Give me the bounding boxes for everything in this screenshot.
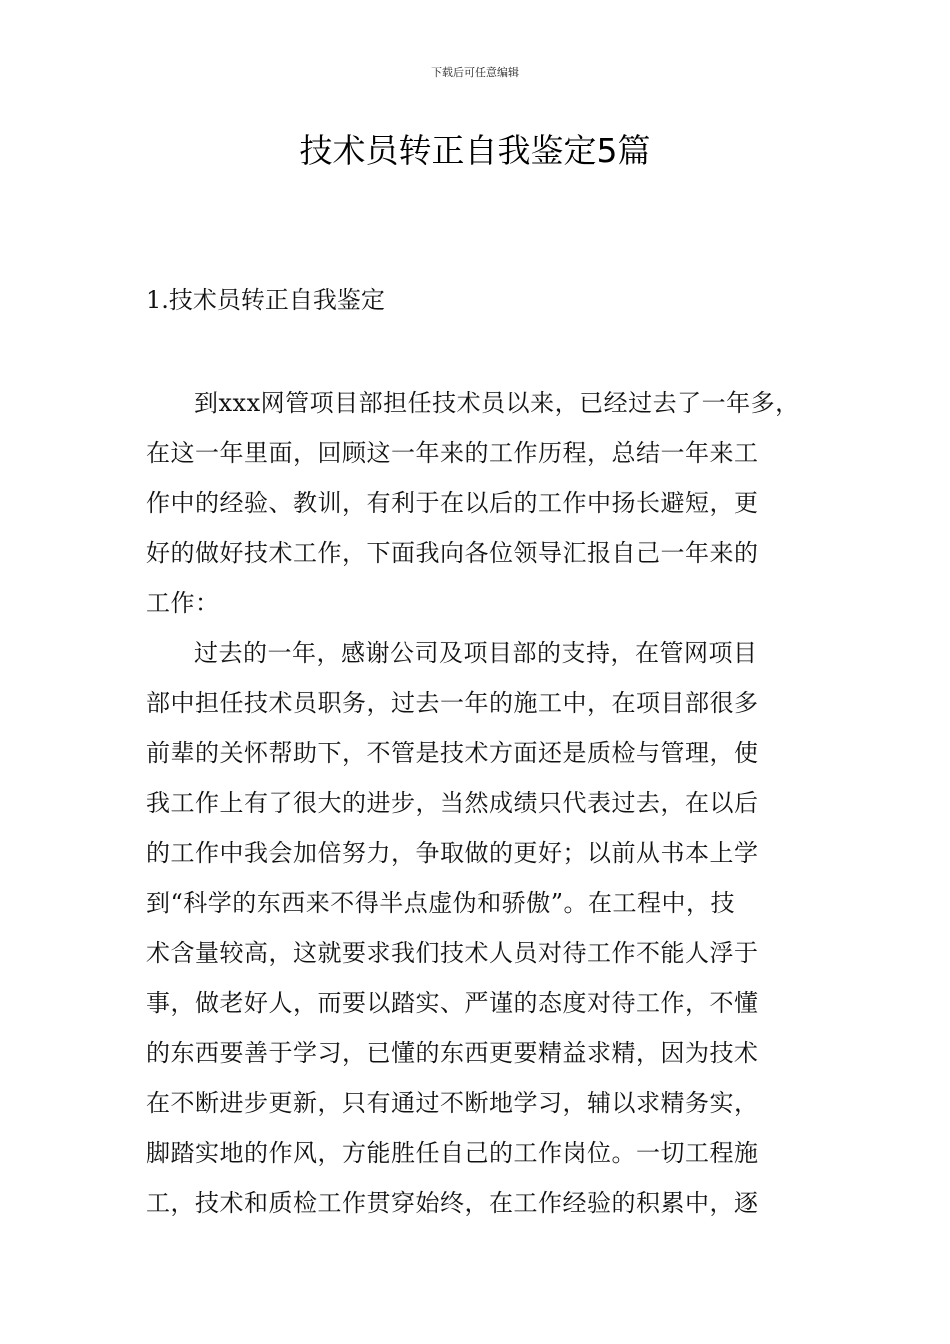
paragraph-line: 工作： xyxy=(146,589,220,617)
paragraph-line: 到xxx网管项目部担任技术员以来，已经过去了一年多， xyxy=(194,389,800,417)
paragraph-line: 过去的一年，感谢公司及项目部的支持，在管网项目 xyxy=(194,639,758,667)
header-note: 下载后可任意编辑 xyxy=(431,66,519,79)
paragraph-line: 到“科学的东西来不得半点虚伪和骄傲”。在工程中，技 xyxy=(146,889,736,917)
body-text xyxy=(146,378,814,1228)
paragraph-line: 在这一年里面，回顾这一年来的工作历程，总结一年来工 xyxy=(146,439,759,467)
paragraph-line: 事，做老好人，而要以踏实、严谨的态度对待工作，不懂 xyxy=(146,989,759,1017)
paragraph-line: 前辈的关怀帮助下，不管是技术方面还是质检与管理，使 xyxy=(146,739,759,767)
paragraph-line: 我工作上有了很大的进步，当然成绩只代表过去，在以后 xyxy=(146,789,759,817)
paragraph-1 xyxy=(146,378,814,628)
paragraph-line: 作中的经验、教训，有利于在以后的工作中扬长避短，更 xyxy=(146,489,759,517)
paragraph-line: 术含量较高，这就要求我们技术人员对待工作不能人浮于 xyxy=(146,939,759,967)
paragraph-line: 脚踏实地的作风，方能胜任自己的工作岗位。一切工程施 xyxy=(146,1139,759,1167)
paragraph-line: 的工作中我会加倍努力，争取做的更好；以前从书本上学 xyxy=(146,839,759,867)
paragraph-line: 工，技术和质检工作贯穿始终，在工作经验的积累中，逐 xyxy=(146,1189,759,1217)
paragraph-line: 在不断进步更新，只有通过不断地学习，辅以求精务实， xyxy=(146,1089,759,1117)
paragraph-line: 部中担任技术员职务，过去一年的施工中，在项目部很多 xyxy=(146,689,759,717)
paragraph-line: 好的做好技术工作，下面我向各位领导汇报自己一年来的 xyxy=(146,539,759,567)
paragraph-2 xyxy=(146,628,814,1228)
paragraph-line: 的东西要善于学习，已懂的东西更要精益求精，因为技术 xyxy=(146,1039,759,1067)
document-title: 技术员转正自我鉴定5篇 xyxy=(299,131,651,170)
section-heading: 1.技术员转正自我鉴定 xyxy=(146,286,385,314)
